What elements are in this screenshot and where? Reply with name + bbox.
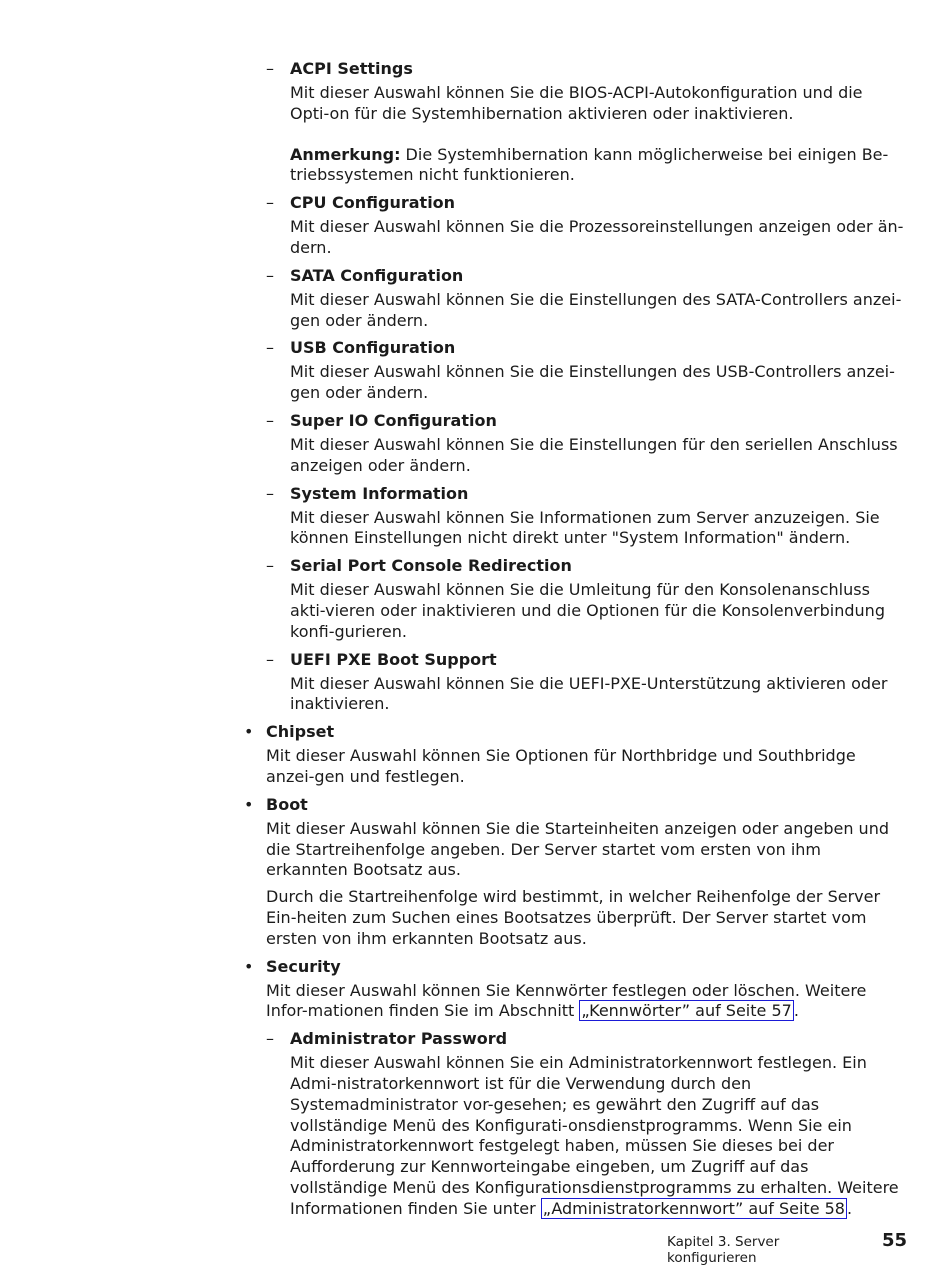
menu-item-security [244,955,906,1220]
note-text: Die Systemhibernation kann möglicherweise bei einigen Be-triebssystemen nicht funktionieren. [290,144,889,185]
menu-item-system-information [266,482,905,550]
document-page [0,57,950,1219]
item-title: Super IO Configuration [290,410,497,430]
chapter-title: Kapitel 3. Server konfigurieren [667,1234,780,1266]
item-title: CPU Configuration [290,193,456,213]
menu-item-chipset [244,720,906,788]
item-description: Mit dieser Auswahl können Sie Informationen zum Server anzuzeigen. Sie können Einstellungen nicht direkt unter "System Information" ändern. [290,507,880,548]
dash-marker: – [266,649,274,669]
note [290,145,905,187]
item-description: Mit dieser Auswahl können Sie Optionen für Northbridge und Southbridge anzei-gen und festlegen. [266,746,856,786]
menu-item-acpi-settings [266,57,905,186]
description-end: . [846,1198,853,1218]
description-end: . [793,1001,799,1021]
bullet-marker: • [244,956,254,976]
menu-item-super-io-configuration [266,409,905,477]
note-label: Anmerkung: [290,144,401,164]
item-description-2: Durch die Startreihenfolge wird bestimmt, in welcher Reihenfolge der Server Ein-heiten zum Suchen eines Bootsatzes überprüft. Der Server startet vom ersten von ihm erkannten Bootsatz aus. [266,887,881,948]
item-description: Mit dieser Auswahl können Sie die UEFI-PXE-Unterstützung aktivieren oder inaktivieren. [290,673,888,714]
menu-item-serial-port-console-redirection [266,554,905,642]
kennwoerter-link[interactable]: „Kennwörter” auf Seite 57 [581,1001,792,1021]
item-title: System Information [290,483,469,503]
dash-marker: – [266,193,274,213]
administratorkennwort-link[interactable]: „Administratorkennwort” auf Seite 58 [542,1198,845,1218]
page-number: 55 [881,1230,907,1251]
item-description: Mit dieser Auswahl können Sie die Umleitung für den Konsolenanschluss akti-vieren oder inaktivieren und die Optionen für die Konsolenverbindung konfi-gurieren. [290,580,885,641]
item-title: USB Configuration [290,338,456,358]
item-title: Boot [266,794,308,814]
item-description: Mit dieser Auswahl können Sie die Einstellungen des USB-Controllers anzei-gen oder ändern. [290,362,895,403]
description-text: Mit dieser Auswahl können Sie ein Administratorkennwort festlegen. Ein Admi-nistratorkennwort ist für die Verwendung durch den Systemadministrator vor-gesehen; es gewährt den Zugriff auf das vollständige Menü des Konfigurati-onsdienstprogramms. Wenn Sie ein Administratorkennwort festgelegt haben, müssen Sie dieses bei der Aufforderung zur Kennworteingabe eingeben, um Zugriff auf das vollständige Menü des Konfigurationsdienstprogramms zu erhalten. Weitere Informationen finden Sie unter [290,1053,899,1218]
menu-item-uefi-pxe-boot-support [266,648,905,716]
menu-item-administrator-password [266,1027,905,1219]
item-title: Administrator Password [290,1029,508,1049]
item-title: SATA Configuration [290,265,464,285]
dash-marker: – [266,1029,274,1049]
menu-item-sata-configuration [266,264,905,332]
menu-item-boot [244,793,906,950]
menu-item-cpu-configuration [266,191,905,259]
item-title: UEFI PXE Boot Support [290,649,497,669]
item-description: Mit dieser Auswahl können Sie die BIOS-ACPI-Autokonfiguration und die Opti-on für die Systemhibernation aktivieren oder inaktivieren. [290,83,863,123]
menu-item-usb-configuration [266,336,905,404]
item-title: ACPI Settings [290,59,413,78]
dash-marker: – [266,410,274,430]
dash-marker: – [266,338,274,358]
item-description: Mit dieser Auswahl können Sie die Prozessoreinstellungen anzeigen oder än-dern. [290,217,904,257]
dash-marker: – [266,483,274,503]
description-text: Mit dieser Auswahl können Sie Kennwörter festlegen oder löschen. Weitere Infor-mationen finden Sie im Abschnitt [266,980,867,1021]
item-title: Serial Port Console Redirection [290,556,572,576]
page-footer [667,1230,907,1266]
item-description: Mit dieser Auswahl können Sie die Einstellungen des SATA-Controllers anzei-gen oder ändern. [290,289,902,330]
item-description: Mit dieser Auswahl können Sie die Starteinheiten anzeigen oder angeben und die Startreihenfolge angeben. Der Server startet vom ersten von ihm erkannten Bootsatz aus. [266,818,889,880]
item-title: Chipset [266,722,335,742]
bullet-marker: • [244,794,254,814]
dash-marker: – [266,59,274,78]
bullet-marker: • [244,722,254,742]
item-description [290,1053,905,1219]
item-description [266,981,906,1023]
item-title: Security [266,956,341,976]
item-description: Mit dieser Auswahl können Sie die Einstellungen für den seriellen Anschluss anzeigen oder ändern. [290,434,898,475]
dash-marker: – [266,556,274,576]
dash-marker: – [266,265,274,285]
